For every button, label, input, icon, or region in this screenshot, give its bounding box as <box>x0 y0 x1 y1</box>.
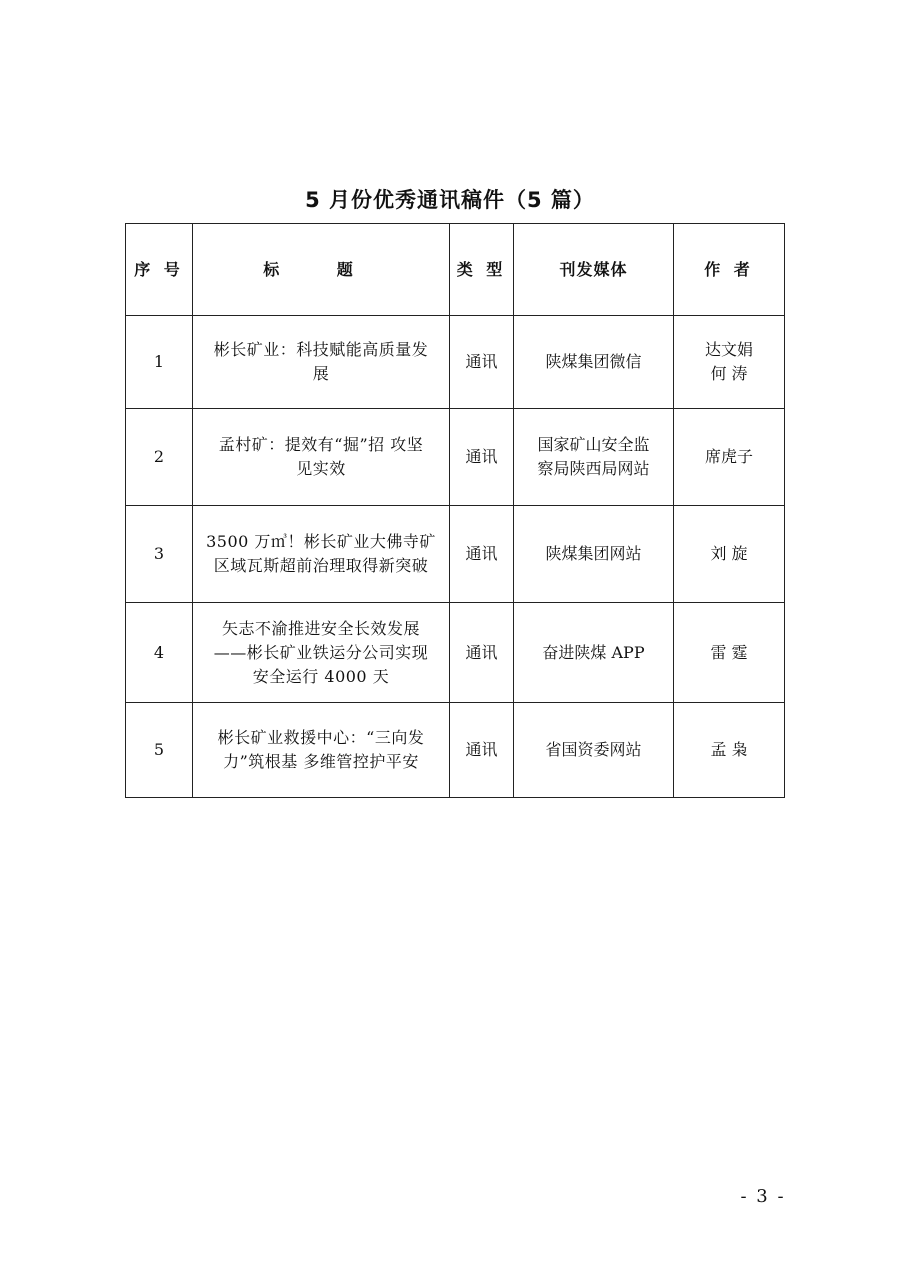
cell-media-line: 奋进陕煤 APP <box>542 642 645 662</box>
cell-index: 5 <box>126 703 193 798</box>
table-row <box>126 603 785 703</box>
cell-title-line: 区域瓦斯超前治理取得新突破 <box>213 556 429 575</box>
cell-author <box>674 316 785 409</box>
table-row <box>126 316 785 409</box>
cell-title <box>193 506 450 603</box>
cell-author-line: 刘 旋 <box>710 544 748 563</box>
page-number: - 3 - <box>740 1186 786 1207</box>
cell-title <box>193 603 450 703</box>
cell-media-line: 国家矿山安全监 <box>537 435 650 454</box>
page-title: 5 月份优秀通讯稿件（5 篇） <box>305 188 595 212</box>
header-media: 刊发媒体 <box>514 224 674 316</box>
cell-index: 3 <box>126 506 193 603</box>
cell-title-line: 安全运行 4000 天 <box>252 666 390 686</box>
cell-media-line: 陕煤集团微信 <box>545 352 642 371</box>
cell-type: 通讯 <box>450 316 514 409</box>
cell-media <box>514 703 674 798</box>
cell-index: 2 <box>126 409 193 506</box>
cell-type: 通讯 <box>450 506 514 603</box>
header-author: 作 者 <box>674 224 785 316</box>
table-header-row <box>126 224 785 316</box>
cell-media <box>514 506 674 603</box>
cell-type: 通讯 <box>450 603 514 703</box>
table-row <box>126 506 785 603</box>
header-title: 标 题 <box>193 224 450 316</box>
cell-title <box>193 316 450 409</box>
cell-media-line: 陕煤集团网站 <box>545 544 642 563</box>
cell-type: 通讯 <box>450 703 514 798</box>
cell-title-line: 展 <box>312 364 330 383</box>
cell-type: 通讯 <box>450 409 514 506</box>
cell-author-line: 孟 枭 <box>710 740 748 759</box>
cell-author-line: 达文娟 <box>704 340 753 359</box>
cell-author-line: 雷 霆 <box>710 642 748 662</box>
cell-index: 4 <box>126 603 193 703</box>
articles-table <box>125 223 785 798</box>
cell-title-line: 见实效 <box>296 459 346 478</box>
cell-title-line: 力”筑根基 多维管控护平安 <box>223 752 419 771</box>
cell-media <box>514 409 674 506</box>
cell-author <box>674 506 785 603</box>
header-index: 序 号 <box>126 224 193 316</box>
cell-media-line: 察局陕西局网站 <box>537 459 650 478</box>
table-row <box>126 409 785 506</box>
cell-author <box>674 703 785 798</box>
header-type: 类 型 <box>450 224 514 316</box>
cell-index: 1 <box>126 316 193 409</box>
cell-title-line: 彬长矿业：科技赋能高质量发 <box>213 340 429 359</box>
cell-media-line: 省国资委网站 <box>545 740 642 759</box>
cell-title-line: 矢志不渝推进安全长效发展 <box>221 618 420 638</box>
cell-author <box>674 603 785 703</box>
cell-author <box>674 409 785 506</box>
cell-media <box>514 603 674 703</box>
cell-title-line: 彬长矿业救援中心：“三向发 <box>217 728 425 747</box>
cell-title-line: 3500 万㎥！彬长矿业大佛寺矿 <box>206 532 436 551</box>
cell-title <box>193 703 450 798</box>
table-row <box>126 703 785 798</box>
cell-title-line: 孟村矿：提效有“掘”招 攻坚 <box>218 435 424 454</box>
cell-author-line: 席虎子 <box>704 447 753 466</box>
cell-author-line: 何 涛 <box>710 364 748 383</box>
cell-media <box>514 316 674 409</box>
cell-title-line: ——彬长矿业铁运分公司实现 <box>213 642 429 662</box>
cell-title <box>193 409 450 506</box>
